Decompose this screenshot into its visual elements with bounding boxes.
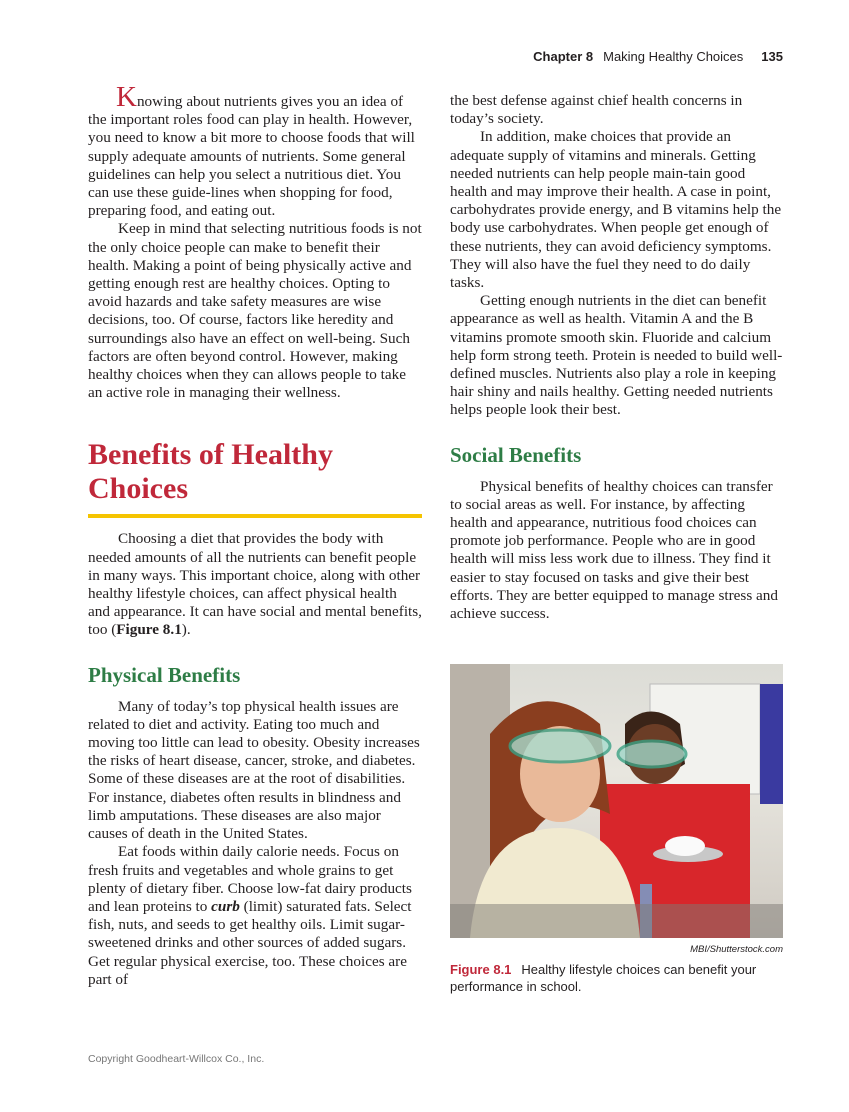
paragraph: In addition, make choices that provide an adequate supply of vitamins and minerals. Getting needed nutrients can help people main-tain good health and may improve their health. A case in point, carbohydrates provide energy, and B vitamins help the body use carbohydrates. When people get enough of these nutrients, they can avoid deficiency symptoms. They will also have the fuel they need to do daily tasks. xyxy=(450,128,782,292)
drop-cap: K xyxy=(116,81,137,113)
paragraph xyxy=(88,843,422,989)
photo-credit: MBI/Shutterstock.com xyxy=(690,944,783,955)
chapter-number: Chapter 8 xyxy=(533,49,594,64)
text: (limit) saturated fats. Select fish, nuts, and seeds to get healthy oils. Limit sugar-sweetened drinks and other sources of added sugars. Get regular physical exercise, too. These choices are part of xyxy=(88,897,412,988)
paragraph xyxy=(88,530,422,639)
figure-caption xyxy=(450,961,790,995)
copyright: Copyright Goodheart-Willcox Co., Inc. xyxy=(88,1053,265,1065)
left-column xyxy=(88,81,422,989)
text: Eat foods within daily calorie needs. Focus on fresh fruits and vegetables and whole grains to get plenty of dietary fiber. Choose low-fat dairy products and lean proteins to xyxy=(88,843,412,915)
subheading-social-benefits: Social Benefits xyxy=(450,442,582,467)
intro-text: nowing about nutrients gives you an idea of the important roles food can play in health. However, you need to know a bit more to choose foods that will supply adequate amounts of nutrients. Some general guidelines can help you select a nutritious diet. You can use these guide-lines when shopping for food, preparing food, and eating out. xyxy=(88,93,415,220)
students-lab-photo xyxy=(450,664,783,938)
paragraph: the best defense against chief health concerns in today’s society. xyxy=(450,92,743,128)
paragraph: Many of today’s top physical health issues are related to diet and activity. Eating too much and moving too little can lead to obesity. Obesity increases the risks of heart disease, cancer, stroke, and diabetes. Some of these diseases are at the root of disabilities. For instance, diabetes often results in blindness and limb amputations. These diseases are also major causes of death in the United States. xyxy=(88,697,420,843)
page-number: 135 xyxy=(761,49,783,64)
caption-text: Healthy lifestyle choices can benefit your performance in school. xyxy=(450,962,757,994)
paragraph: Getting enough nutrients in the diet can benefit appearance as well as health. Vitamin A and the B vitamins promote smooth skin. Fluoride and calcium help form strong teeth. Protein is needed to build well-defined muscles. Nutrients also play a role in keeping hair shiny and nails healthy. Getting needed nutrients helps people look their best. xyxy=(450,292,783,419)
section-heading: Benefits of Healthy Choices xyxy=(88,438,422,518)
paragraph: Keep in mind that selecting nutritious foods is not the only choice people can make to benefit their health. Making a point of being physically active and getting enough rest are healthy choices. Opting to avoid hazards and take safety measures are wise decisions, too. Of course, factors like heredity and surroundings also have an effect on well-being. Such factors are often beyond control. However, making healthy choices when they can allows people to take an active role in managing their wellness. xyxy=(88,220,422,402)
paragraph: Physical benefits of healthy choices can transfer to social areas as well. For instance, by affecting health and appearance, nutritious food choices can promote job performance. People who are in good health will miss less work due to illness. They find it easier to stay focused on tasks and give their best efforts. They are better equipped to manage stress and achieve success. xyxy=(450,477,778,623)
right-column xyxy=(450,92,784,623)
key-term: curb xyxy=(211,897,240,915)
figure-label: Figure 8.1 xyxy=(450,962,512,977)
text: Choosing a diet that provides the body with needed amounts of all the nutrients can benefit people in many ways. This important choice, along with other healthy lifestyle choices, can affect physical health and appearance. It can have social and mental benefits, too ( xyxy=(88,530,422,639)
figure-reference: Figure 8.1 xyxy=(116,621,182,639)
chapter-title: Making Healthy Choices xyxy=(603,49,744,64)
text: ). xyxy=(181,621,191,639)
intro-paragraph xyxy=(88,81,422,220)
figure-photo xyxy=(450,664,783,938)
subheading-physical-benefits: Physical Benefits xyxy=(88,662,241,687)
running-header xyxy=(533,49,783,64)
